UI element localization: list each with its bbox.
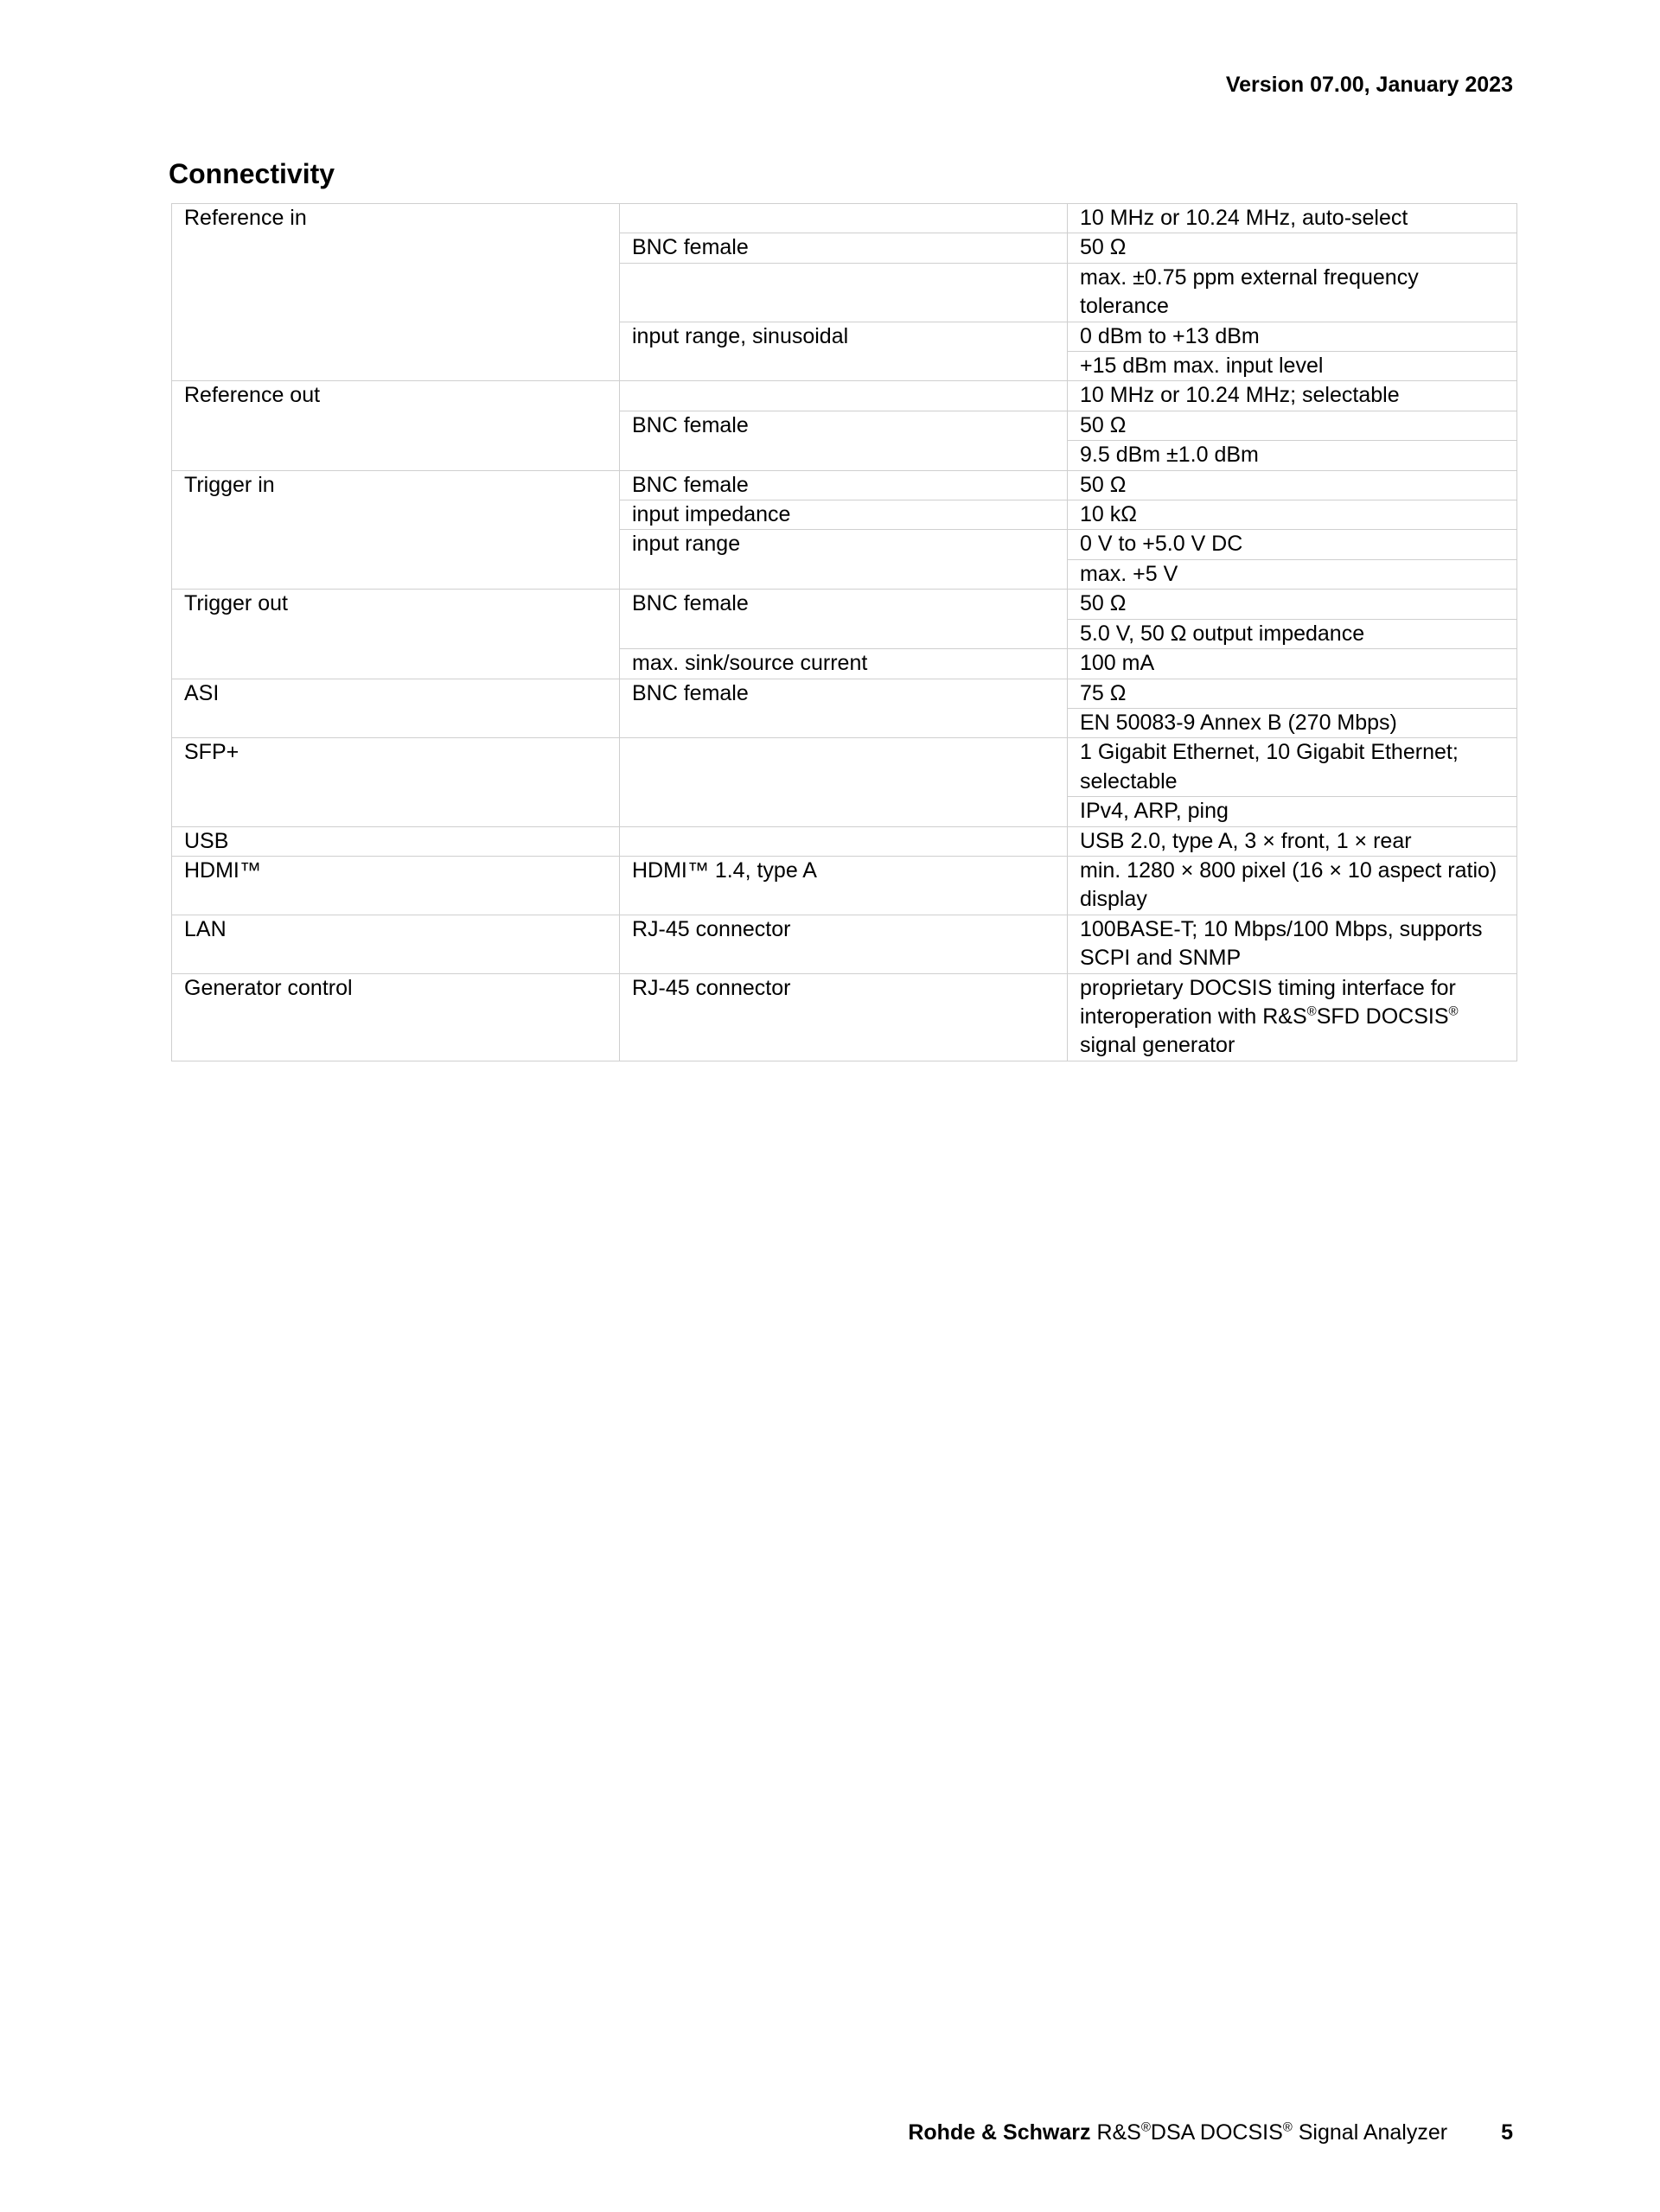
value-cell: min. 1280 × 800 pixel (16 × 10 aspect ratio) display <box>1068 856 1517 915</box>
condition-cell: BNC female <box>620 679 1068 738</box>
parameter-cell: Trigger in <box>172 470 620 590</box>
registered-mark: ® <box>1282 2120 1293 2135</box>
condition-cell: RJ-45 connector <box>620 973 1068 1061</box>
value-cell: 5.0 V, 50 Ω output impedance <box>1068 619 1517 648</box>
condition-cell: input range, sinusoidal <box>620 322 1068 381</box>
table-row <box>172 470 1517 500</box>
value-cell: EN 50083-9 Annex B (270 Mbps) <box>1068 708 1517 737</box>
condition-cell: HDMI™ 1.4, type A <box>620 856 1068 915</box>
value-cell: 9.5 dBm ±1.0 dBm <box>1068 441 1517 470</box>
page-footer <box>908 2120 1513 2145</box>
value-cell: 10 kΩ <box>1068 500 1517 530</box>
condition-cell: max. sink/source current <box>620 649 1068 679</box>
value-cell: max. +5 V <box>1068 559 1517 589</box>
table-row <box>172 738 1517 797</box>
parameter-cell: Trigger out <box>172 590 620 679</box>
value-cell: 10 MHz or 10.24 MHz, auto-select <box>1068 204 1517 233</box>
value-cell: 50 Ω <box>1068 233 1517 263</box>
parameter-cell: SFP+ <box>172 738 620 826</box>
value-cell: max. ±0.75 ppm external frequency tolerance <box>1068 263 1517 322</box>
table-row <box>172 590 1517 619</box>
connectivity-table <box>171 203 1517 1061</box>
parameter-cell: Reference out <box>172 381 620 470</box>
parameter-cell: HDMI™ <box>172 856 620 915</box>
table-row <box>172 856 1517 915</box>
value-text: SFD DOCSIS <box>1316 1004 1449 1029</box>
parameter-cell: Generator control <box>172 973 620 1061</box>
value-cell: 100 mA <box>1068 649 1517 679</box>
registered-mark: ® <box>1140 2120 1151 2135</box>
value-text: signal generator <box>1080 1033 1235 1058</box>
footer-product-mid: DSA DOCSIS <box>1150 2120 1283 2145</box>
value-cell: 75 Ω <box>1068 679 1517 708</box>
footer-company: Rohde & Schwarz <box>908 2120 1091 2145</box>
version-label: Version 07.00, January 2023 <box>1225 73 1513 97</box>
parameter-cell: Reference in <box>172 204 620 381</box>
condition-cell: BNC female <box>620 470 1068 500</box>
table-row <box>172 826 1517 856</box>
value-cell: 50 Ω <box>1068 590 1517 619</box>
section-title: Connectivity <box>169 158 335 189</box>
value-cell <box>1068 973 1517 1061</box>
condition-cell: input range <box>620 530 1068 590</box>
parameter-cell: USB <box>172 826 620 856</box>
value-cell: IPv4, ARP, ping <box>1068 797 1517 826</box>
table-row <box>172 915 1517 973</box>
footer-product-prefix: R&S <box>1090 2120 1141 2145</box>
registered-mark: ® <box>1306 1004 1317 1019</box>
condition-cell: BNC female <box>620 590 1068 649</box>
parameter-cell: ASI <box>172 679 620 738</box>
table-row <box>172 973 1517 1061</box>
parameter-cell: LAN <box>172 915 620 973</box>
value-text: proprietary DOCSIS timing interface for interoperation with R&S <box>1080 975 1456 1029</box>
condition-cell <box>620 204 1068 233</box>
registered-mark: ® <box>1448 1004 1459 1019</box>
value-cell: 1 Gigabit Ethernet, 10 Gigabit Ethernet; selectable <box>1068 738 1517 797</box>
value-cell: 10 MHz or 10.24 MHz; selectable <box>1068 381 1517 411</box>
condition-cell <box>620 738 1068 826</box>
table-row <box>172 679 1517 708</box>
value-cell: 50 Ω <box>1068 411 1517 440</box>
value-cell: +15 dBm max. input level <box>1068 352 1517 381</box>
table-row <box>172 381 1517 411</box>
condition-cell <box>620 826 1068 856</box>
value-cell: 0 V to +5.0 V DC <box>1068 530 1517 559</box>
condition-cell: BNC female <box>620 233 1068 263</box>
page-number: 5 <box>1501 2120 1513 2145</box>
value-cell: USB 2.0, type A, 3 × front, 1 × rear <box>1068 826 1517 856</box>
condition-cell: RJ-45 connector <box>620 915 1068 973</box>
footer-product-suffix: Signal Analyzer <box>1292 2120 1448 2145</box>
value-cell: 100BASE-T; 10 Mbps/100 Mbps, supports SCPI and SNMP <box>1068 915 1517 973</box>
condition-cell: BNC female <box>620 411 1068 470</box>
condition-cell: input impedance <box>620 500 1068 530</box>
table-row <box>172 204 1517 233</box>
condition-cell <box>620 381 1068 411</box>
value-cell: 50 Ω <box>1068 470 1517 500</box>
value-cell: 0 dBm to +13 dBm <box>1068 322 1517 351</box>
condition-cell <box>620 263 1068 322</box>
